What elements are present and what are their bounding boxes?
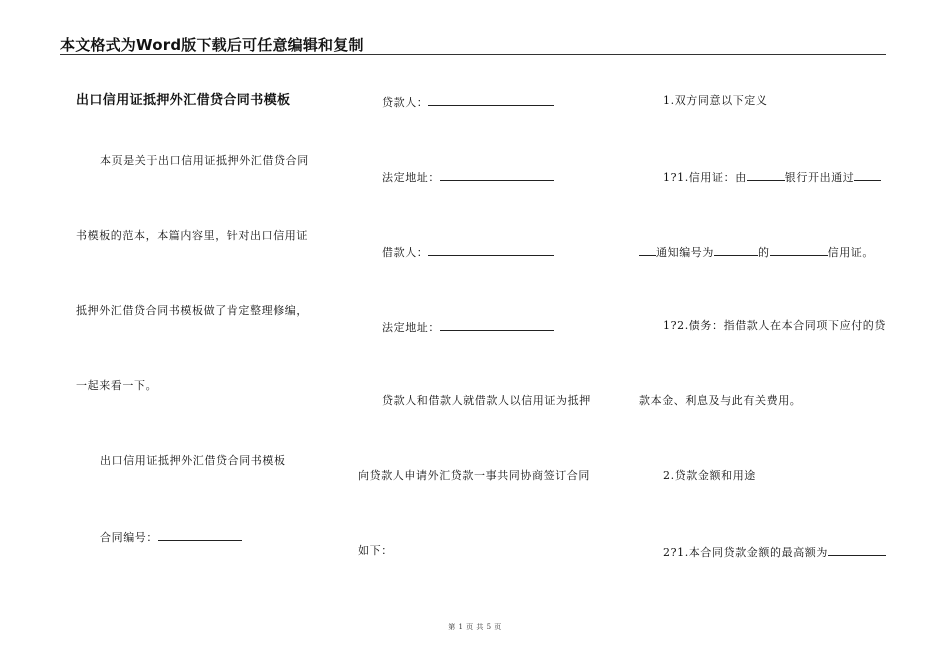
borrower-row: [382, 244, 554, 260]
intro-line-2: 书模板的范本，本篇内容里，针对出口信用证: [76, 229, 308, 242]
contract-number-label: 合同编号：: [100, 531, 158, 544]
advising-bank-blank-cont: [639, 244, 656, 256]
lender-label: 贷款人：: [382, 96, 429, 109]
contract-number-blank: [158, 529, 242, 541]
clause-1-1-text-d: 的: [758, 246, 770, 259]
advising-bank-blank: [854, 169, 881, 181]
agreement-line-3: 如下：: [358, 544, 393, 557]
page-number: 第 1 页 共 5 页: [448, 623, 502, 631]
header-rule: [60, 54, 886, 55]
download-banner: 本文格式为Word版下载后可任意编辑和复制: [60, 36, 364, 54]
intro-line-4: 一起来看一下。: [76, 379, 158, 392]
lender-address-row: [382, 169, 554, 185]
clause-1-1-text-b: 银行开出通过: [784, 171, 855, 184]
clause-2-1-row: [663, 544, 886, 560]
lender-row: [382, 94, 554, 110]
lender-address-blank: [440, 169, 554, 181]
section-2-heading: 2.贷款金额和用途: [663, 469, 756, 482]
clause-1-1-text-e: 信用证。: [827, 246, 875, 259]
credit-type-blank: [770, 244, 828, 256]
clause-1-1-row: [663, 169, 881, 185]
document-title: 出口信用证抵押外汇借贷合同书模板: [76, 93, 291, 108]
agreement-line-1: 贷款人和借款人就借款人以信用证为抵押: [382, 394, 591, 407]
issuing-bank-blank: [747, 169, 785, 181]
borrower-address-label: 法定地址：: [382, 321, 440, 334]
notice-number-blank: [714, 244, 758, 256]
clause-1-1-continuation: [639, 244, 874, 260]
borrower-address-blank: [440, 319, 554, 331]
section-1-heading: 1.双方同意以下定义: [663, 94, 768, 107]
intro-line-1: 本页是关于出口信用证抵押外汇借贷合同: [100, 154, 309, 167]
clause-1-2-line-2: 款本金、利息及与此有关费用。: [639, 394, 802, 407]
lender-address-label: 法定地址：: [382, 171, 440, 184]
lender-blank: [428, 94, 554, 106]
contract-number-row: [100, 529, 242, 545]
clause-1-2-line-1: 1?2.债务：指借款人在本合同项下应付的贷: [663, 319, 886, 332]
agreement-line-2: 向贷款人申请外汇贷款一事共同协商签订合同: [358, 469, 590, 482]
clause-2-1-text: 2?1.本合同贷款金额的最高额为: [663, 546, 828, 559]
clause-1-1-text-a: 1?1.信用证：由: [663, 171, 747, 184]
borrower-blank: [428, 244, 554, 256]
subtitle: 出口信用证抵押外汇借贷合同书模板: [100, 454, 286, 467]
max-amount-blank: [828, 544, 886, 556]
clause-1-1-text-c: 通知编号为: [656, 246, 714, 259]
borrower-address-row: [382, 319, 554, 335]
intro-line-3: 抵押外汇借贷合同书模板做了肯定整理修编，: [76, 304, 308, 317]
borrower-label: 借款人：: [382, 246, 429, 259]
